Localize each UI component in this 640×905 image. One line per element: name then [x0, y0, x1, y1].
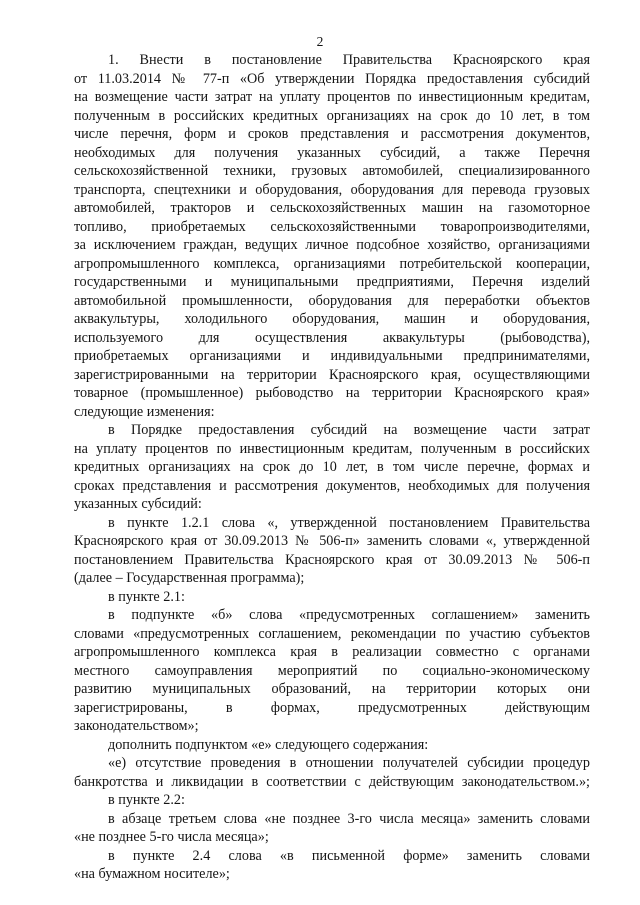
text-line: агропромышленного комплекса края в реализации совместно с органами: [74, 644, 590, 660]
text-line: «не позднее 5-го числа месяца»;: [74, 829, 269, 845]
text-line: автомобилей, тракторов и сельскохозяйственных машин на газомоторное: [74, 200, 590, 216]
text-line: товарное (промышленное) рыбоводство на территории Красноярского края»: [74, 385, 590, 401]
text-line: «е) отсутствие проведения в отношении получателей субсидии процедур: [108, 755, 590, 771]
text-line: Красноярского края от 30.09.2013 № 506-п» заменить словами «, утвержденной: [74, 533, 590, 549]
text-line: в абзаце третьем слова «не позднее 3-го числа месяца» заменить словами: [108, 810, 590, 827]
text-line: на уплату процентов по инвестиционным кредитам, полученным в российских: [74, 440, 590, 457]
text-line: кредитных организациях на срок до 10 лет, в том числе перечне, формах и: [74, 459, 590, 475]
text-line: от 11.03.2014 № 77-п «Об утверждении Порядка предоставления субсидий: [74, 70, 590, 87]
text-line: следующие изменения:: [74, 403, 215, 420]
text-line: в пункте 2.4 слова «в письменной форме» заменить словами: [108, 847, 590, 864]
text-line: полученным в российских кредитных организациях на срок до 10 лет, в том: [74, 107, 590, 124]
text-line: словами «предусмотренных соглашением, рекомендации по участию субъектов: [74, 625, 590, 642]
text-line: в Порядке предоставления субсидий на возмещение части затрат: [108, 422, 590, 438]
text-line: сельскохозяйственной техники, грузовых автомобилей, специализированного: [74, 163, 590, 179]
text-line: в подпункте «б» слова «предусмотренных соглашением» заменить: [108, 607, 590, 623]
text-line: постановлением Правительства Красноярского края от 30.09.2013 № 506-п: [74, 551, 590, 568]
text-line: государственными и муниципальными предприятиями, Перечня изделий: [74, 274, 590, 290]
text-line: местного самоуправления мероприятий по социально-экономическому: [74, 662, 590, 679]
text-line: развитию муниципальных образований, на территории которых они: [74, 681, 590, 697]
text-line: приобретаемых организациями и индивидуальными предпринимателями,: [74, 348, 590, 364]
text-line: банкротства и ликвидации в соответствии с действующим законодательством.»;: [74, 773, 590, 790]
text-line: дополнить подпунктом «е» следующего содержания:: [108, 736, 429, 753]
text-line: автомобильной промышленности, оборудования для переработки объектов: [74, 292, 590, 309]
text-line: за исключением граждан, ведущих личное подсобное хозяйство, организациями: [74, 237, 590, 253]
text-line: указанных субсидий:: [74, 496, 202, 512]
page-number: 2: [316, 34, 324, 49]
text-line: в пункте 2.2:: [108, 792, 185, 808]
text-line: в пункте 2.1:: [108, 588, 185, 605]
text-line: в пункте 1.2.1 слова «, утвержденной постановлением Правительства: [108, 514, 590, 531]
text-line: сроках представления и рассмотрения документов, необходимых для получения: [74, 477, 590, 494]
text-line: 1. Внести в постановление Правительства Красноярского края: [108, 52, 590, 68]
text-line: топливо, приобретаемых сельскохозяйственными товаропроизводителями,: [74, 218, 590, 235]
text-line: необходимых для получения указанных субсидий, а также Перечня: [74, 144, 590, 161]
text-line: зарегистрированы, в формах, предусмотренных действующим: [74, 699, 590, 716]
text-line: используемого для осуществления аквакультуры (рыбоводства),: [74, 329, 590, 346]
text-line: агропромышленного комплекса, организациями потребительской кооперации,: [74, 255, 590, 272]
text-line: числе перечня, форм и сроков представления и рассмотрения документов,: [74, 126, 590, 142]
text-line: зарегистрированными на территории Красноярского края, осуществляющими: [74, 366, 590, 383]
text-line: аквакультуры, холодильного оборудования, машин и оборудования,: [74, 311, 590, 327]
text-line: законодательством»;: [74, 718, 199, 734]
text-line: транспорта, спецтехники и оборудования, оборудования для перевода грузовых: [74, 181, 590, 198]
text-line: на возмещение части затрат на уплату процентов по инвестиционным кредитам,: [74, 89, 590, 105]
text-line: «на бумажном носителе»;: [74, 866, 230, 882]
text-line: (далее – Государственная программа);: [74, 570, 305, 586]
